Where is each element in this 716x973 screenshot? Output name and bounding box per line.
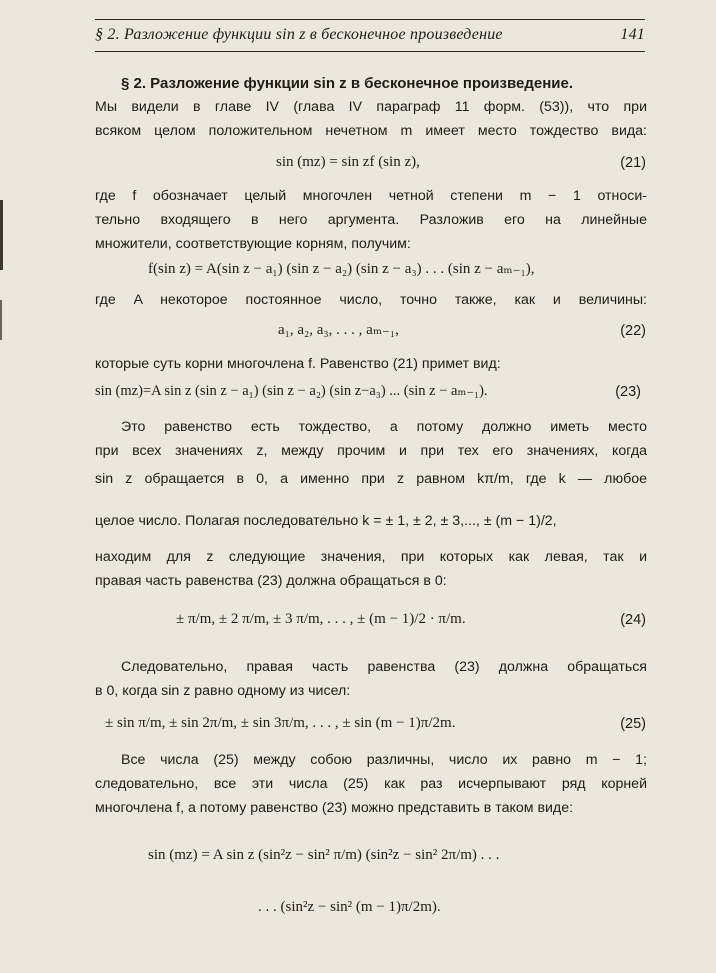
para7-line: следовательно, все эти числа (25) как раз исчерпывают ряд корней xyxy=(95,776,647,792)
equation-25: ± sin π/m, ± sin 2π/m, ± sin 3π/m, . . . , ± sin (m − 1)π/2m. xyxy=(105,715,456,731)
para2-line: где f обозначает целый многочлен четной степени m − 1 относи- xyxy=(95,188,647,204)
para4-line: которые суть корни многочлена f. Равенство (21) примет вид: xyxy=(95,356,501,372)
para2-line: множители, соответствующие корням, получим: xyxy=(95,236,411,252)
final-equation-line: sin (mz) = A sin z (sin²z − sin² π/m) (sin²z − sin² 2π/m) . . . xyxy=(148,847,500,863)
para5-line: sin z обращается в 0, а именно при z равном kπ/m, где k — любое xyxy=(95,471,647,487)
running-head-title: § 2. Разложение функции sin z в бесконечное произведение xyxy=(95,26,503,43)
equation-number-23: (23) xyxy=(615,384,641,400)
equation-23: sin (mz)=A sin z (sin z − a₁) (sin z − a₂) (sin z−a₃) ... (sin z − aₘ₋₁). xyxy=(95,383,488,399)
para7-line: Все числа (25) между собою различны, число их равно m − 1; xyxy=(121,752,647,768)
equation-number-21: (21) xyxy=(620,155,646,171)
page-edge-mark xyxy=(0,200,3,270)
section-heading: § 2. Разложение функции sin z в бесконечное произведение. xyxy=(121,75,573,92)
para3-line: где A некоторое постоянное число, точно также, как и величины: xyxy=(95,292,647,308)
factorization-equation: f(sin z) = A(sin z − a₁) (sin z − a₂) (sin z − a₃) . . . (sin z − aₘ₋₁), xyxy=(148,261,535,277)
equation-22: a₁, a₂, a₃, . . . , aₘ₋₁, xyxy=(278,322,399,338)
equation-number-22: (22) xyxy=(620,323,646,339)
header-rule-bottom xyxy=(95,51,645,52)
equation-21 xyxy=(276,155,420,170)
para5-line: при всех значениях z, между прочим и при тех его значениях, когда xyxy=(95,443,647,459)
equation-21-text: sin (mz) = sin zf (sin z), xyxy=(276,154,420,170)
page-edge-mark xyxy=(0,300,2,340)
equation-number-25: (25) xyxy=(620,716,646,732)
para5-line: находим для z следующие значения, при которых как левая, так и xyxy=(95,549,647,565)
para1-line: Мы видели в главе IV (глава IV параграф 11 форм. (53)), что при xyxy=(95,99,647,115)
para5-line: Это равенство есть тождество, а потому должно иметь место xyxy=(121,419,647,435)
final-equation-line: . . . (sin²z − sin² (m − 1)π/2m). xyxy=(258,899,441,915)
para2-line: тельно входящего в него аргумента. Разложив его на линейные xyxy=(95,212,647,228)
para6-line: Следовательно, правая часть равенства (23) должна обращаться xyxy=(121,659,647,675)
running-head xyxy=(95,26,645,44)
equation-24: ± π/m, ± 2 π/m, ± 3 π/m, . . . , ± (m − 1)/2 · π/m. xyxy=(176,611,466,627)
para5-line: правая часть равенства (23) должна обращаться в 0: xyxy=(95,573,447,589)
equation-number-24: (24) xyxy=(620,612,646,628)
header-rule-top xyxy=(95,19,645,20)
para1-line: всяком целом положительном нечетном m имеет место тождество вида: xyxy=(95,123,647,139)
para5-line: целое число. Полагая последовательно k = ± 1, ± 2, ± 3,..., ± (m − 1)/2, xyxy=(95,513,557,529)
page-number: 141 xyxy=(620,26,645,43)
para7-line: многочлена f, а потому равенство (23) можно представить в таком виде: xyxy=(95,800,574,816)
para6-line: в 0, когда sin z равно одному из чисел: xyxy=(95,683,351,699)
